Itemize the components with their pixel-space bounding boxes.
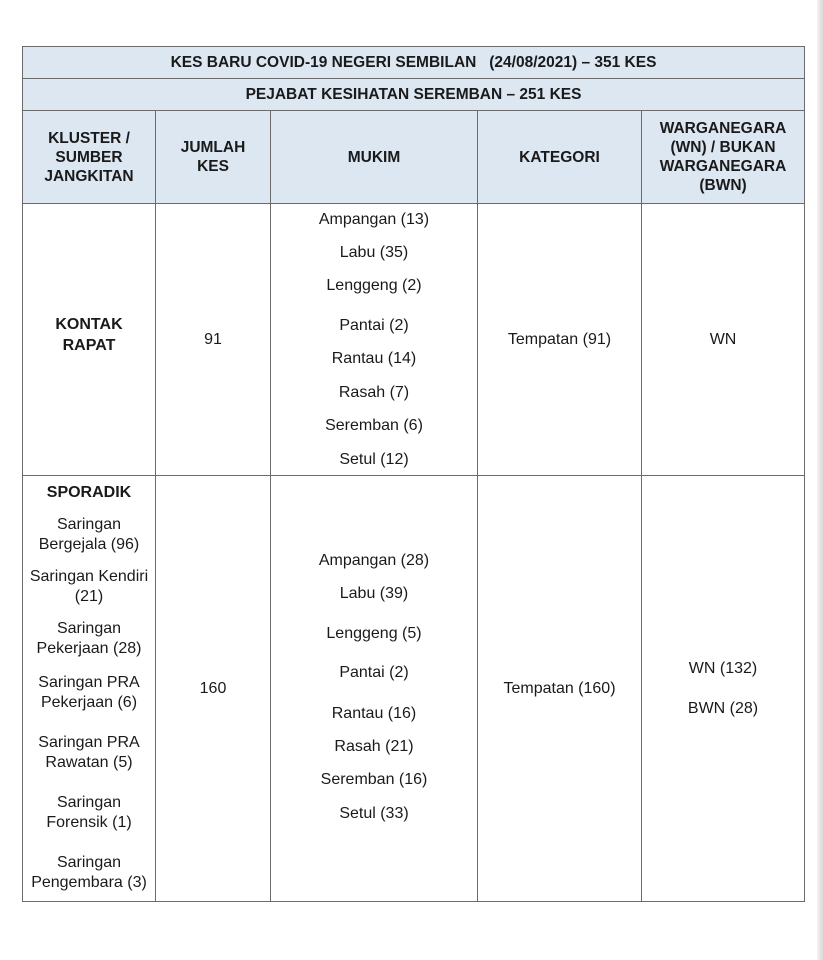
kluster-item-line: Forensik (1) — [46, 814, 132, 831]
mukim-item: Setul (33) — [339, 805, 409, 822]
mukim-item: Rasah (7) — [338, 384, 410, 401]
mukim-item: Lenggeng (2) — [326, 277, 422, 294]
mukim-item: Setul (12) — [339, 451, 409, 468]
kategori-cell: Tempatan (160) — [478, 476, 642, 902]
kluster-item-line: Bergejala (96) — [38, 536, 140, 553]
wn-value: WN (132) — [688, 659, 758, 677]
jumlah-cell: 91 — [156, 204, 271, 476]
kluster-item-line: (21) — [74, 588, 104, 605]
mukim-item: Ampangan (28) — [318, 552, 430, 569]
kluster-item-line: Saringan PRA — [38, 734, 140, 751]
page-edge-shadow — [817, 0, 823, 960]
kluster-item — [30, 567, 148, 607]
mukim-item: Lenggeng (5) — [326, 625, 422, 642]
kategori-cell: Tempatan (91) — [478, 204, 642, 476]
wn-value: WN — [709, 330, 737, 348]
kluster-title-line: SPORADIK — [46, 484, 132, 501]
kluster-item — [38, 733, 139, 773]
header-warganegara — [642, 111, 805, 204]
table-title: KES BARU COVID-19 NEGERI SEMBILAN (24/08/2021) – 351 KES — [23, 47, 805, 79]
mukim-item: Pantai (2) — [339, 317, 409, 334]
mukim-item: Rantau (16) — [331, 705, 417, 722]
mukim-item: Pantai (2) — [339, 664, 409, 681]
header-kluster-line: KLUSTER / — [48, 129, 130, 147]
mukim-item: Labu (35) — [339, 244, 409, 261]
table-title-row — [23, 47, 805, 79]
header-wn-line: WARGANEGARA — [659, 120, 787, 137]
header-wn-line: (WN) / BUKAN — [670, 139, 776, 156]
covid-cases-table — [22, 46, 805, 902]
mukim-item: Labu (39) — [339, 585, 409, 602]
jumlah-cell: 160 — [156, 476, 271, 902]
header-kluster — [23, 111, 156, 204]
mukim-item: Ampangan (13) — [318, 211, 430, 228]
kluster-cell — [23, 204, 156, 476]
kluster-item-line: Saringan PRA — [38, 674, 140, 691]
kluster-item-line: Saringan — [56, 794, 122, 811]
header-kategori: KATEGORI — [478, 111, 642, 204]
kluster-item — [46, 793, 131, 833]
kluster-item — [38, 673, 139, 713]
kluster-item — [37, 619, 142, 659]
bwn-value: BWN (28) — [687, 699, 759, 717]
kluster-item-line: Saringan — [56, 516, 122, 533]
wn-cell — [642, 204, 805, 476]
kluster-item-line: Pekerjaan (28) — [36, 640, 142, 657]
kluster-item-line: Rawatan (5) — [45, 754, 133, 771]
kluster-item — [39, 515, 140, 555]
mukim-item: Rasah (21) — [334, 738, 414, 755]
kluster-title-line: KONTAK — [55, 315, 123, 333]
table-row — [23, 476, 805, 902]
kluster-item-line: Saringan — [56, 620, 122, 637]
kluster-item-line: Pengembara (3) — [31, 874, 147, 891]
table-subtitle-row — [23, 79, 805, 111]
header-jumlah-line: JUMLAH — [180, 139, 246, 156]
kluster-item-line: Saringan — [56, 854, 122, 871]
kluster-item-line: Pekerjaan (6) — [40, 694, 138, 711]
kluster-item-line: Saringan Kendiri — [29, 568, 149, 585]
column-header-row — [23, 111, 805, 204]
header-wn-line: (BWN) — [699, 177, 747, 194]
mukim-item: Seremban (16) — [320, 771, 428, 788]
kluster-title-line: RAPAT — [62, 336, 116, 354]
kluster-cell — [23, 476, 156, 902]
header-kluster-line: JANGKITAN — [44, 167, 134, 185]
header-mukim: MUKIM — [271, 111, 478, 204]
mukim-item: Seremban (6) — [325, 417, 423, 434]
table-row — [23, 204, 805, 476]
header-jumlah-line: KES — [197, 158, 229, 175]
header-wn-line: WARGANEGARA — [659, 158, 787, 175]
mukim-cell — [271, 476, 478, 902]
kluster-item — [31, 853, 147, 893]
wn-cell — [642, 476, 805, 902]
table-subtitle: PEJABAT KESIHATAN SEREMBAN – 251 KES — [23, 79, 805, 111]
header-jumlah — [156, 111, 271, 204]
header-kluster-line: SUMBER — [55, 148, 123, 166]
mukim-item: Rantau (14) — [331, 350, 417, 367]
mukim-cell — [271, 204, 478, 476]
